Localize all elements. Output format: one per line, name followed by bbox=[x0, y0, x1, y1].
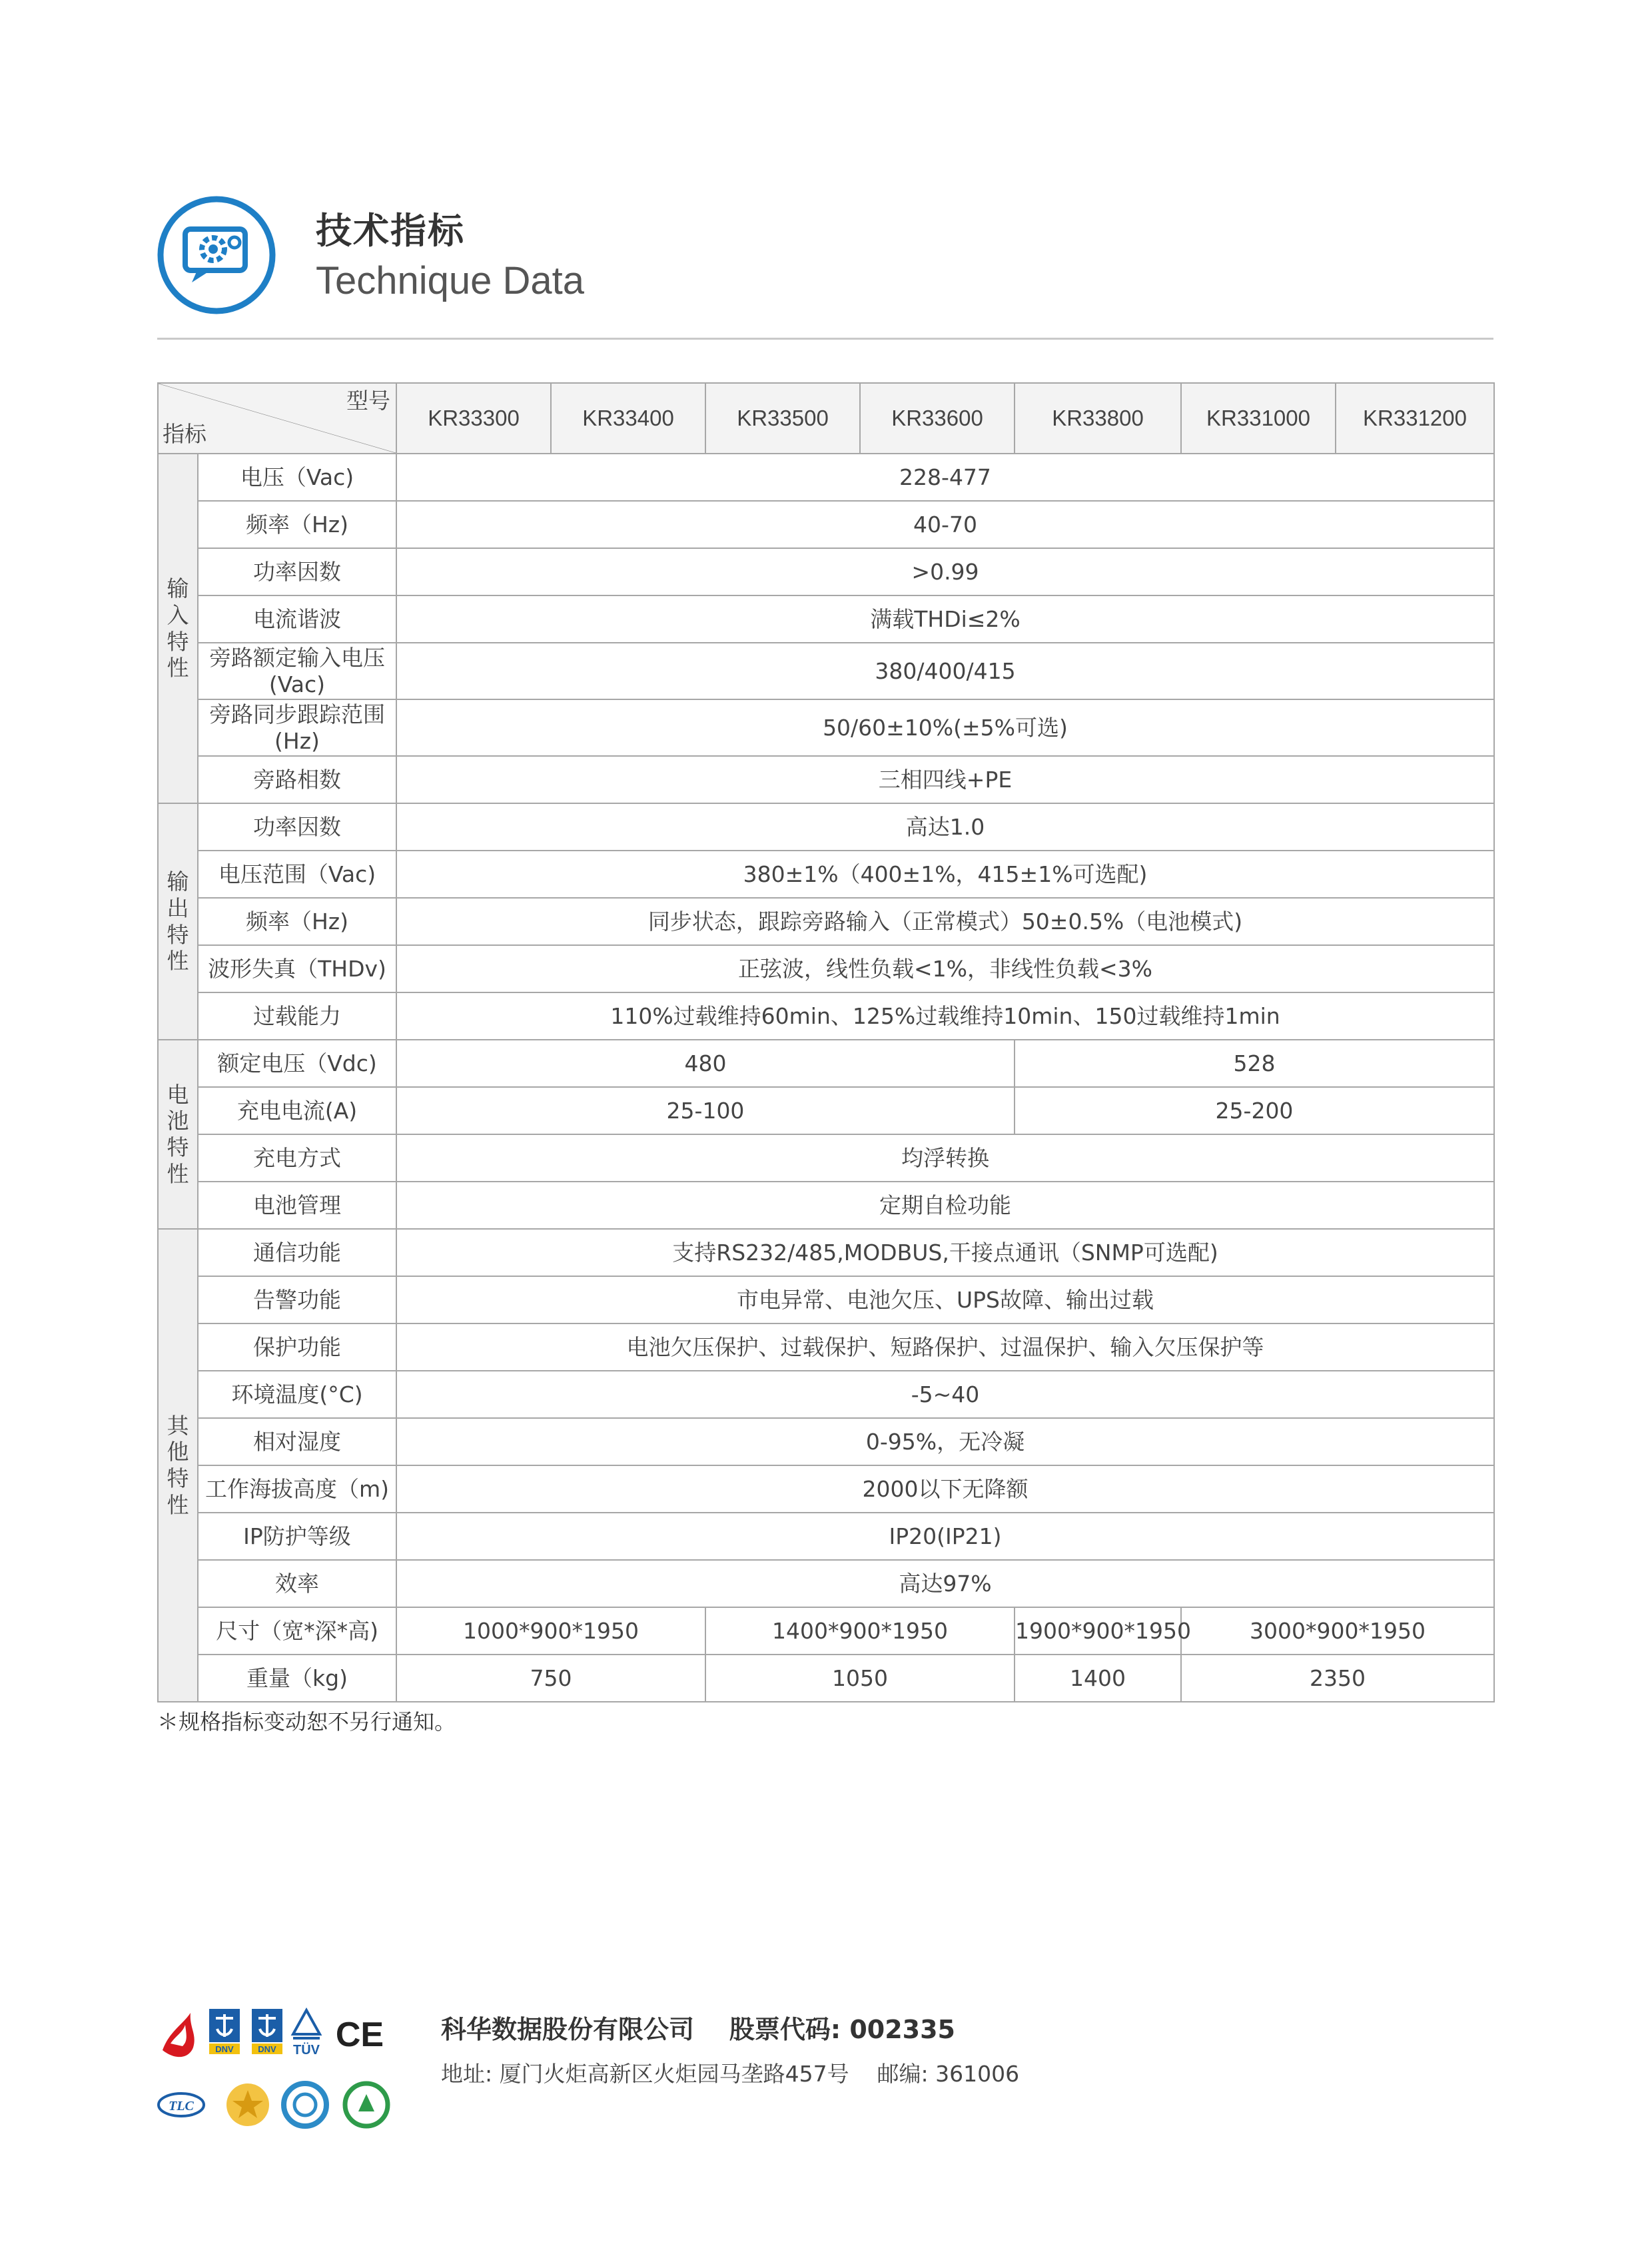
row-value: IP20(IP21) bbox=[396, 1513, 1494, 1560]
row-value: 750 bbox=[396, 1655, 705, 1702]
row-value: 三相四线+PE bbox=[396, 756, 1494, 803]
row-label: 充电电流(A) bbox=[198, 1087, 396, 1134]
table-row bbox=[158, 992, 1494, 1040]
corner-model-label: 型号 bbox=[346, 388, 390, 414]
row-label: 电池管理 bbox=[198, 1182, 396, 1229]
row-value: 电池欠压保护、过载保护、短路保护、过温保护、输入欠压保护等 bbox=[396, 1323, 1494, 1371]
svg-text:DNV: DNV bbox=[215, 2044, 234, 2054]
category-other: 其他特性 bbox=[158, 1229, 198, 1702]
row-label: 电压（Vac) bbox=[198, 454, 396, 501]
table-row bbox=[158, 1607, 1494, 1655]
row-value: 110%过载维持60min、125%过载维持10min、150过载维持1min bbox=[396, 992, 1494, 1040]
row-value: 1400*900*1950 bbox=[705, 1607, 1015, 1655]
table-row bbox=[158, 1560, 1494, 1607]
row-label: 保护功能 bbox=[198, 1323, 396, 1371]
page-subtitle: Technique Data bbox=[316, 259, 585, 302]
table-row bbox=[158, 1655, 1494, 1702]
row-value: 50/60±10%(±5%可选) bbox=[396, 699, 1494, 756]
header-divider bbox=[157, 338, 1493, 340]
row-value: 228-477 bbox=[396, 454, 1494, 501]
row-label: 功率因数 bbox=[198, 803, 396, 851]
certification-logos bbox=[156, 2005, 422, 2131]
row-value: -5~40 bbox=[396, 1371, 1494, 1418]
dnv-badge-icon bbox=[252, 2009, 282, 2054]
row-value: 高达1.0 bbox=[396, 803, 1494, 851]
table-header-row bbox=[158, 383, 1494, 454]
table-row bbox=[158, 1134, 1494, 1182]
row-value: 1000*900*1950 bbox=[396, 1607, 705, 1655]
table-row bbox=[158, 945, 1494, 992]
row-value: 正弦波，线性负载<1%，非线性负载<3% bbox=[396, 945, 1494, 992]
table-row bbox=[158, 1087, 1494, 1134]
row-label: 旁路同步跟踪范围(Hz) bbox=[198, 699, 396, 756]
model-header: KR33400 bbox=[551, 383, 705, 454]
svg-text:DNV: DNV bbox=[258, 2044, 276, 2054]
category-input: 输入特性 bbox=[158, 454, 198, 803]
row-label: 通信功能 bbox=[198, 1229, 396, 1276]
table-row bbox=[158, 454, 1494, 501]
row-value: 满载THDi≤2% bbox=[396, 595, 1494, 643]
row-label: 告警功能 bbox=[198, 1276, 396, 1323]
environment-seal-icon bbox=[345, 2083, 388, 2126]
row-label: 重量（kg) bbox=[198, 1655, 396, 1702]
gear-monitor-icon bbox=[156, 194, 277, 316]
row-label: 尺寸（宽*深*高) bbox=[198, 1607, 396, 1655]
row-value: 25-200 bbox=[1015, 1087, 1494, 1134]
row-value: 2000以下无降额 bbox=[396, 1465, 1494, 1513]
row-value: 25-100 bbox=[396, 1087, 1015, 1134]
table-row bbox=[158, 1513, 1494, 1560]
row-label: 旁路相数 bbox=[198, 756, 396, 803]
model-header: KR33800 bbox=[1015, 383, 1181, 454]
row-value: 1400 bbox=[1015, 1655, 1181, 1702]
row-label: 效率 bbox=[198, 1560, 396, 1607]
row-label: IP防护等级 bbox=[198, 1513, 396, 1560]
row-label: 环境温度(°C) bbox=[198, 1371, 396, 1418]
model-header: KR33600 bbox=[860, 383, 1015, 454]
row-label: 旁路额定输入电压(Vac) bbox=[198, 643, 396, 699]
table-row bbox=[158, 898, 1494, 945]
table-row bbox=[158, 1371, 1494, 1418]
row-value: 均浮转换 bbox=[396, 1134, 1494, 1182]
tuv-logo-icon bbox=[293, 2010, 320, 2057]
table-row bbox=[158, 1040, 1494, 1087]
company-name: 科华数据股份有限公司 股票代码: 002335 bbox=[441, 2015, 955, 2044]
dnv-badge-icon bbox=[209, 2009, 240, 2054]
row-value: 0-95%，无冷凝 bbox=[396, 1418, 1494, 1465]
row-value: 40-70 bbox=[396, 501, 1494, 548]
row-label: 频率（Hz) bbox=[198, 501, 396, 548]
table-row bbox=[158, 595, 1494, 643]
row-value: 1900*900*1950 bbox=[1015, 1607, 1181, 1655]
table-row bbox=[158, 756, 1494, 803]
corner-cell bbox=[158, 383, 396, 454]
table-row bbox=[158, 643, 1494, 699]
row-label: 电压范围（Vac) bbox=[198, 851, 396, 898]
category-output: 输出特性 bbox=[158, 803, 198, 1040]
tlc-logo-icon bbox=[159, 2093, 204, 2116]
quality-seal-icon bbox=[284, 2083, 326, 2126]
table-row bbox=[158, 699, 1494, 756]
table-row bbox=[158, 1182, 1494, 1229]
model-header: KR33300 bbox=[396, 383, 551, 454]
table-row bbox=[158, 1276, 1494, 1323]
flame-logo-icon bbox=[163, 2013, 195, 2057]
row-value: 1050 bbox=[705, 1655, 1015, 1702]
model-header: KR33500 bbox=[705, 383, 860, 454]
table-row bbox=[158, 1418, 1494, 1465]
table-row bbox=[158, 1229, 1494, 1276]
row-label: 额定电压（Vdc) bbox=[198, 1040, 396, 1087]
table-row bbox=[158, 1465, 1494, 1513]
row-value: >0.99 bbox=[396, 548, 1494, 595]
company-address: 地址: 厦门火炬高新区火炬园马垄路457号 邮编: 361006 bbox=[441, 2061, 1020, 2087]
row-value: 市电异常、电池欠压、UPS故障、输出过载 bbox=[396, 1276, 1494, 1323]
row-value: 380/400/415 bbox=[396, 643, 1494, 699]
footnote: ＊规格指标变动恕不另行通知。 bbox=[157, 1709, 456, 1734]
row-label: 充电方式 bbox=[198, 1134, 396, 1182]
table-row bbox=[158, 501, 1494, 548]
row-value: 高达97% bbox=[396, 1560, 1494, 1607]
table-row bbox=[158, 803, 1494, 851]
svg-text:TÜV: TÜV bbox=[293, 2043, 320, 2057]
model-header: KR331000 bbox=[1181, 383, 1336, 454]
row-label: 工作海拔高度（m) bbox=[198, 1465, 396, 1513]
award-seal-icon bbox=[226, 2083, 269, 2126]
row-label: 频率（Hz) bbox=[198, 898, 396, 945]
row-value: 528 bbox=[1015, 1040, 1494, 1087]
row-label: 过载能力 bbox=[198, 992, 396, 1040]
row-label: 功率因数 bbox=[198, 548, 396, 595]
row-value: 同步状态，跟踪旁路输入（正常模式）50±0.5%（电池模式) bbox=[396, 898, 1494, 945]
row-value: 480 bbox=[396, 1040, 1015, 1087]
model-header: KR331200 bbox=[1336, 383, 1494, 454]
row-label: 相对湿度 bbox=[198, 1418, 396, 1465]
row-value: 3000*900*1950 bbox=[1181, 1607, 1494, 1655]
category-battery: 电池特性 bbox=[158, 1040, 198, 1229]
corner-index-label: 指标 bbox=[163, 421, 206, 448]
row-value: 支持RS232/485,MODBUS,干接点通讯（SNMP可选配) bbox=[396, 1229, 1494, 1276]
table-row bbox=[158, 548, 1494, 595]
row-value: 2350 bbox=[1181, 1655, 1494, 1702]
table-row bbox=[158, 851, 1494, 898]
table-row bbox=[158, 1323, 1494, 1371]
page-title: 技术指标 bbox=[316, 210, 465, 252]
row-label: 电流谐波 bbox=[198, 595, 396, 643]
row-label: 波形失真（THDv) bbox=[198, 945, 396, 992]
ce-mark-icon: CE bbox=[335, 2016, 384, 2054]
svg-text:TLC: TLC bbox=[169, 2099, 194, 2113]
spec-table bbox=[157, 382, 1495, 1702]
row-value: 定期自检功能 bbox=[396, 1182, 1494, 1229]
row-value: 380±1%（400±1%，415±1%可选配) bbox=[396, 851, 1494, 898]
